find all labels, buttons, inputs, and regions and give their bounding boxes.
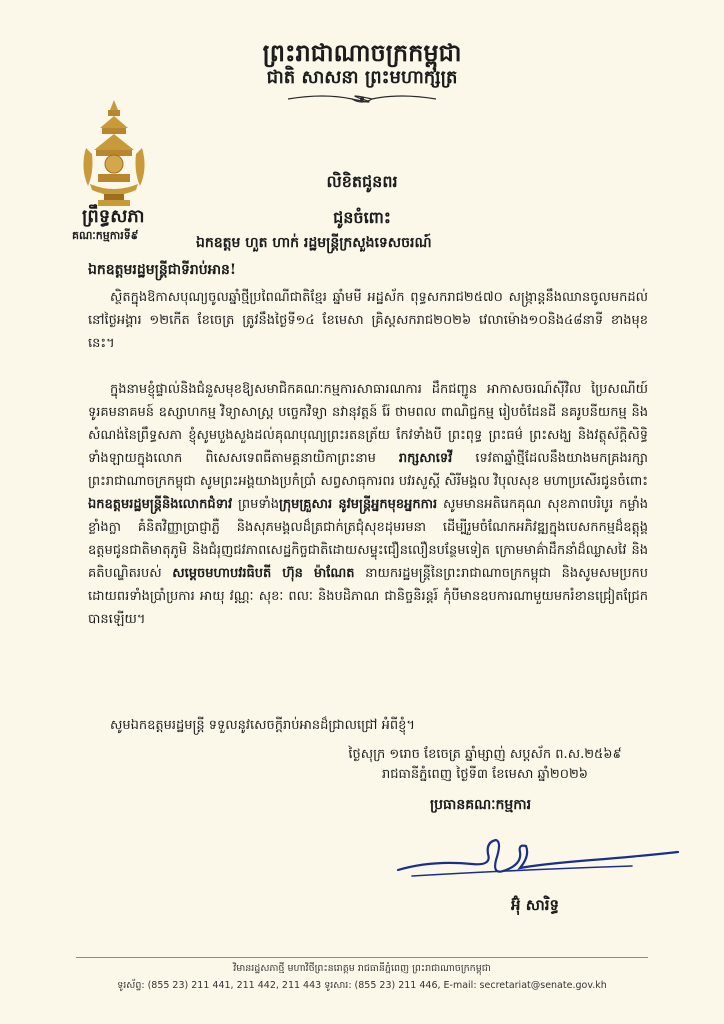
footer-contact: ទូរស័ព្ទ: (855 23) 211 441, 211 442, 211 443 ទូរសារ: (855 23) 211 446, E-mail: secretariat@senate.gov.kh (117, 980, 607, 991)
to-label: ជូនចំពោះ (333, 208, 391, 227)
paragraph-1: ស្ថិតក្នុងឱកាសបុណ្យចូលឆ្នាំថ្មីប្រពៃណីជាតិខ្មែរ ឆ្នាំមមី អដ្ឋស័ក ពុទ្ធសករាជ២៥៧០ សង្ក្រាន្តនឹងឈានចូលមកដល់នៅថ្ងៃអង្គារ ១២កើត ខែចេត្រ ត្រូវនឹងថ្ងៃទី១៤ ខែមេសា គ្រិស្តសករាជ២០២៦ វេលាម៉ោង១០និង៤៨នាទី ខាងមុខនេះ។ (88, 290, 648, 351)
salutation: ឯកឧត្តមរដ្ឋមន្ត្រីជាទីរាប់អាន! (88, 262, 237, 278)
signer-title: ប្រធានគណៈកម្មការ (430, 797, 532, 813)
paragraph-2-text-a: ក្នុងនាមខ្ញុំផ្ទាល់និងជំនួសមុខឱ្យសមាជិកគណៈកម្មការសាធារណការ ដឹកជញ្ជូន អាកាសចរណ៍ស៊ីវិល ប្រៃសណីយ៍ ទូរគមនាគមន៍ ឧស្សាហកម្ម វិទ្យាសាស្ត្រ បច្ចេកវិទ្យា នវានុវត្តន៍ រ៉ែ ថាមពល ពាណិជ្ជកម្ម រៀបចំដែនដី នគរូបនីយកម្ម និងសំណង់នៃព្រឹទ្ធសភា ខ្ញុំសូមបួងសួងដល់គុណបុណ្យព្រះរតនត្រ័យ កែវទាំងបី ព្រះពុទ្ធ ព្រះធម៌ ព្រះសង្ឃ និងវត្ថុស័ក្តិសិទ្ធិទាំងឡាយក្នុងលោក ពិសេសទេពធីតាមគ្គនាយិកាព្រះនាម (88, 382, 648, 466)
sender-unit: គណៈកម្មការទី៩ (72, 229, 139, 242)
recipient: ឯកឧត្តម ហួត ហាក់ រដ្ឋមន្ត្រីក្រសួងទេសចរណ៍ (196, 235, 432, 251)
paragraph-2-family: ក្រុមគ្រួសារ នូវមន្ត្រីអ្នកមុខអ្នកការ (279, 497, 438, 512)
document-type: លិខិតជូនពរ (326, 172, 398, 191)
paragraph-2-text-i: នាយករដ្ឋមន្ត្រីនៃព្រះរាជាណាចក្រកម្ពុជា និងសូមសមប្រកបដោយពរទាំងប្រាំប្រការ អាយុ វណ្ណៈ សុខៈ ពលៈ និងបដិភាណ ជានិច្ចនិរន្តរ៍ កុំបីមានឧបការណាមួយមករំខានជ្រៀតជ្រែកបានឡើយ។ (88, 566, 648, 627)
senate-emblem-icon (78, 98, 150, 210)
kingdom-heading: ព្រះរាជាណាចក្រកម្ពុជា (262, 38, 462, 67)
footer-divider (76, 957, 648, 958)
handwritten-signature (392, 830, 682, 890)
lunar-date: ថ្ងៃសុក្រ ១រោច ខែចេត្រ ឆ្នាំម្សាញ់ សប្តស័ក ព.ស.២៥៦៩ (348, 747, 622, 762)
paragraph-2-honorees: ឯកឧត្តមរដ្ឋមន្ត្រីនិងលោកជំទាវ (88, 497, 233, 512)
footer-address: វិមានរដ្ឋសភាថ្មី មហាវិថីព្រះនរោត្តម រាជធានីភ្នំពេញ ព្រះរាជាណាចក្រកម្ពុជា (233, 963, 491, 974)
paragraph-2 (88, 378, 648, 631)
paragraph-2-text-c: ទេវតាឆ្នាំថ្មីដែលនឹងយាងមកគ្រងរក្សាព្រះរាជាណាចក្រកម្ពុជា សូមព្រះអង្គយាងប្រកំប្រាំ សព្វសាធុការពរ បវរសួស្តី សិរីមង្គល វិបុលសុខ មហាប្រសើរជូនចំពោះ (88, 451, 648, 489)
paragraph-2-text-g: សូមមានអតិរេកគុណ សុខភាពបរិបូរ កម្លាំងខ្លាំងក្លា គំនិតវិញ្ញាប្រាជ្ញាភ្លឺ និងសុភមង្គលដ៏ត្រជាក់ត្រជុំសុខដុមរមនា ដើម្បីរួមចំណែកអភិវឌ្ឍក្នុងបេសកកម្មដ៏ឧត្តុង្គឧត្តមជូនជាតិមាតុភូមិ និងជំរុញជវភាពសេដ្ឋកិច្ចជាតិដោយសម្ទុះជឿនលឿនបន្ថែមទៀត ក្រោមមាគ៌ាដឹកនាំដ៏ឈ្លាសវៃ និងគតិបណ្ឌិតរបស់ (88, 497, 648, 581)
solar-date: រាជធានីភ្នំពេញ ថ្ងៃទី៣ ខែមេសា ឆ្នាំ២០២៦ (381, 767, 588, 782)
national-motto: ជាតិ សាសនា ព្រះមហាក្សត្រ (266, 67, 458, 88)
closing-paragraph: សូមឯកឧត្តមរដ្ឋមន្ត្រី ទទួលនូវសេចក្តីរាប់អានដ៏ជ្រាលជ្រៅ អំពីខ្ញុំ។ (110, 718, 415, 733)
paragraph-2-deity-name: រាក្សសាទេវី (398, 451, 453, 466)
signer-name: អ៊ុំ សារិទ្ធ (510, 896, 560, 914)
header-ornament-icon (286, 92, 438, 106)
sender-institution: ព្រឹទ្ធសភា (82, 206, 145, 227)
paragraph-2-text-e: ព្រមទាំង (238, 497, 280, 512)
paragraph-2-prime-minister: សម្តេចមហាបវរធិបតី ហ៊ុន ម៉ាណែត (172, 566, 355, 581)
